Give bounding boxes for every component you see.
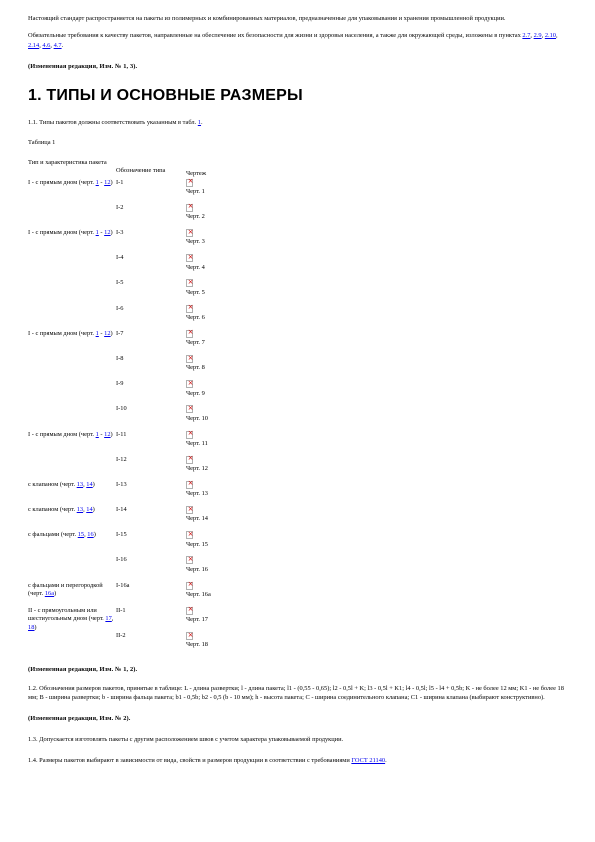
cell-type bbox=[28, 355, 116, 380]
cell-drawing bbox=[186, 380, 306, 405]
table-row bbox=[28, 305, 306, 330]
cell-drawing bbox=[186, 481, 306, 506]
cell-type bbox=[28, 531, 116, 556]
cell-type bbox=[28, 431, 116, 456]
link-clause-4-6[interactable]: 4.6 bbox=[42, 41, 51, 49]
table-row bbox=[28, 506, 306, 531]
drawing-caption: Черт. 18 bbox=[186, 641, 208, 649]
drawing-link[interactable]: 16 bbox=[87, 531, 94, 539]
broken-image-icon[interactable] bbox=[186, 229, 193, 237]
link-gost-21140[interactable]: ГОСТ 21140 bbox=[351, 757, 386, 765]
link-separator: , bbox=[83, 480, 87, 488]
cell-code: I-4 bbox=[116, 254, 124, 262]
drawing-caption: Черт. 16а bbox=[186, 591, 211, 599]
drawing-caption: Черт. 5 bbox=[186, 288, 205, 296]
drawing-caption: Черт. 9 bbox=[186, 389, 205, 397]
link-separator: , bbox=[111, 615, 114, 623]
drawing-link[interactable]: 14 bbox=[86, 506, 93, 514]
clause-1-1 bbox=[28, 118, 568, 127]
cell-drawing bbox=[186, 254, 306, 279]
cell-drawing bbox=[186, 632, 306, 657]
drawing-link[interactable]: 12 bbox=[104, 178, 111, 186]
broken-image-icon[interactable] bbox=[186, 531, 193, 539]
drawing-link[interactable]: 15 bbox=[77, 531, 85, 539]
link-separator: - bbox=[98, 430, 105, 438]
header-code: Обозначение типа bbox=[116, 167, 166, 175]
cell-type bbox=[28, 229, 116, 254]
cell-code: I-11 bbox=[116, 430, 127, 438]
type-text: I - с прямым дном (черт. bbox=[28, 178, 95, 186]
clause-1-2: 1.2. Обозначения размеров пакетов, принятые в таблице: L - длина развертки; l - длина пакета; l1 - (0,55 - 0,65); l2 - 0,5l + K; l3 - 0,5l + K1; l4 - 0,5l; l5 - l4 + 0,5b; K - не более 12 мм; K1 - не более 18 мм; B - ширина развертки; b - ширина фальца пакета; b1 - 0,5b; b2 - 0,5 (b - 10 мм); h - высота пакета; С - ширина соединительного клапана; С1 - ширина клапана (выбирают конструктивно). bbox=[28, 685, 564, 702]
cell-drawing bbox=[186, 405, 306, 430]
cell-type bbox=[28, 305, 116, 330]
drawing-link[interactable]: 13 bbox=[76, 480, 84, 488]
cell-drawing bbox=[186, 179, 306, 204]
link-table-1[interactable]: 1 bbox=[197, 119, 202, 127]
broken-image-icon[interactable] bbox=[186, 279, 193, 287]
header-drawing: Чертеж bbox=[186, 170, 207, 178]
drawing-link[interactable]: 14 bbox=[86, 480, 93, 488]
cell-code: I-9 bbox=[116, 380, 124, 388]
drawing-link[interactable]: 18 bbox=[28, 623, 35, 631]
link-clause-4-7[interactable]: 4.7 bbox=[53, 41, 62, 49]
type-text: с клапаном (черт. bbox=[28, 506, 76, 514]
cell-code: II-1 bbox=[116, 606, 126, 614]
cell-code: I-6 bbox=[116, 304, 124, 312]
drawing-caption: Черт. 3 bbox=[186, 238, 205, 246]
cell-code: I-10 bbox=[116, 405, 127, 413]
broken-image-icon[interactable] bbox=[186, 481, 193, 489]
drawing-caption: Черт. 2 bbox=[186, 213, 205, 221]
type-text: с клапаном (черт. bbox=[28, 480, 76, 488]
cell-code: I-5 bbox=[116, 279, 124, 287]
link-separator: , bbox=[84, 531, 88, 539]
table-row bbox=[28, 582, 306, 607]
cell-drawing bbox=[186, 204, 306, 229]
broken-image-icon[interactable] bbox=[186, 380, 193, 388]
table-row bbox=[28, 405, 306, 430]
cell-drawing bbox=[186, 531, 306, 556]
drawing-caption: Черт. 12 bbox=[186, 465, 208, 473]
type-text: I - с прямым дном (черт. bbox=[28, 229, 95, 236]
link-clause-2-14[interactable]: 2.14 bbox=[28, 41, 40, 49]
broken-image-icon[interactable] bbox=[186, 431, 193, 439]
cell-type bbox=[28, 405, 116, 430]
types-table bbox=[28, 159, 306, 657]
broken-image-icon[interactable] bbox=[186, 355, 193, 363]
broken-image-icon[interactable] bbox=[186, 607, 193, 615]
section-heading: 1. ТИПЫ И ОСНОВНЫЕ РАЗМЕРЫ bbox=[28, 87, 303, 105]
drawing-caption: Черт. 4 bbox=[186, 263, 205, 271]
broken-image-icon[interactable] bbox=[186, 330, 193, 338]
intro-requirements: Обязательные требования к качеству пакетов, направленные на обеспечение их безопасности для жизни и здоровья населения, а также для окружающей среды, изложены в пунктах 2.7, 2.9, 2.10, 2.14, 4.6, 4.7. bbox=[28, 32, 558, 49]
close-paren: ) bbox=[92, 506, 95, 514]
cell-drawing bbox=[186, 456, 306, 481]
cell-type bbox=[28, 632, 116, 657]
drawing-caption: Черт. 8 bbox=[186, 364, 205, 372]
cell-type bbox=[28, 481, 116, 506]
table-row bbox=[28, 279, 306, 304]
cell-type bbox=[28, 254, 116, 279]
table-row bbox=[28, 531, 306, 556]
cell-type bbox=[28, 330, 116, 355]
clause-1-2-amendment-note: (Измененная редакция, Изм. № 2). bbox=[28, 715, 131, 723]
link-clause-2-7[interactable]: 2.7 bbox=[522, 32, 531, 40]
broken-image-icon[interactable] bbox=[186, 254, 193, 262]
broken-image-icon[interactable] bbox=[186, 179, 193, 187]
cell-code: I-1 bbox=[116, 178, 124, 186]
cell-drawing bbox=[186, 355, 306, 380]
drawing-caption: Черт. 15 bbox=[186, 540, 208, 548]
broken-image-icon[interactable] bbox=[186, 582, 193, 590]
intro-amendment-note: (Измененная редакция, Изм. № 1, 3). bbox=[28, 63, 138, 71]
cell-code: I-14 bbox=[116, 506, 127, 514]
type-text: с фальцами (черт. bbox=[28, 531, 77, 539]
cell-code: I-3 bbox=[116, 229, 124, 236]
cell-type bbox=[28, 556, 116, 581]
drawing-link[interactable]: 12 bbox=[104, 430, 111, 438]
table-amendment-note: (Измененная редакция, Изм. № 1, 2). bbox=[28, 666, 138, 674]
cell-code: II-2 bbox=[116, 632, 126, 640]
close-paren: ) bbox=[110, 229, 113, 236]
cell-drawing bbox=[186, 431, 306, 456]
cell-drawing bbox=[186, 330, 306, 355]
clause-1-3: 1.3. Допускается изготовлять пакеты с другим расположением швов с учетом характера упаковываемой продукции. bbox=[28, 736, 344, 744]
close-paren: ) bbox=[54, 590, 57, 598]
drawing-link[interactable]: 12 bbox=[104, 229, 111, 236]
cell-code: I-8 bbox=[116, 354, 124, 362]
table-row bbox=[28, 607, 306, 632]
drawing-caption: Черт. 10 bbox=[186, 414, 208, 422]
type-text: II - с прямоугольным или шестиугольным дном (черт. bbox=[28, 606, 104, 623]
cell-type bbox=[28, 179, 116, 204]
table-row bbox=[28, 254, 306, 279]
close-paren: ) bbox=[110, 329, 113, 337]
cell-code: I-13 bbox=[116, 480, 127, 488]
cell-drawing bbox=[186, 229, 306, 254]
drawing-caption: Черт. 14 bbox=[186, 515, 208, 523]
drawing-link[interactable]: 1 bbox=[95, 178, 99, 186]
close-paren: ) bbox=[110, 430, 113, 438]
table-row bbox=[28, 556, 306, 581]
table-row bbox=[28, 179, 306, 204]
cell-code: I-16 bbox=[116, 556, 127, 564]
clause-1-1-end: . bbox=[201, 119, 203, 127]
type-text: I - с прямым дном (черт. bbox=[28, 329, 95, 337]
cell-code: I-2 bbox=[116, 203, 124, 211]
clause-1-4 bbox=[28, 756, 568, 765]
intro-scope: Настоящий стандарт распространяется на пакеты из полимерных и комбинированных материалов, предназначенные для упаковывания и хранения промышленной продукции. bbox=[28, 15, 506, 22]
drawing-caption: Черт. 6 bbox=[186, 313, 205, 321]
cell-drawing bbox=[186, 582, 306, 607]
table-row bbox=[28, 632, 306, 657]
close-paren: ) bbox=[34, 623, 37, 631]
drawing-link[interactable]: 16а bbox=[44, 590, 55, 598]
link-separator: - bbox=[98, 229, 105, 236]
link-separator: , bbox=[83, 506, 87, 514]
drawing-caption: Черт. 7 bbox=[186, 339, 205, 347]
clause-1-1-text: 1.1. Типы пакетов должны соответствовать указанным в табл. bbox=[28, 119, 197, 127]
cell-code: I-16а bbox=[116, 581, 130, 589]
table-row bbox=[28, 456, 306, 481]
cell-type bbox=[28, 506, 116, 531]
cell-code: I-7 bbox=[116, 329, 124, 337]
clause-1-4-end: . bbox=[385, 757, 387, 765]
drawing-caption: Черт. 1 bbox=[186, 188, 205, 196]
drawing-link[interactable]: 12 bbox=[104, 329, 111, 337]
clause-1-4-text: 1.4. Размеры пакетов выбирают в зависимости от вида, свойств и размеров продукции в соответствии с требованиями bbox=[28, 757, 350, 765]
cell-type bbox=[28, 456, 116, 481]
broken-image-icon[interactable] bbox=[186, 305, 193, 313]
cell-code: I-12 bbox=[116, 455, 127, 463]
cell-type bbox=[28, 279, 116, 304]
table-row bbox=[28, 431, 306, 456]
cell-drawing bbox=[186, 506, 306, 531]
table-header-row bbox=[28, 159, 306, 178]
cell-type bbox=[28, 204, 116, 229]
drawing-link[interactable]: 13 bbox=[76, 506, 84, 514]
cell-drawing bbox=[186, 556, 306, 581]
drawing-link[interactable]: 1 bbox=[95, 430, 99, 438]
drawing-link[interactable]: 1 bbox=[95, 229, 99, 236]
document-page bbox=[28, 14, 568, 765]
link-separator: - bbox=[98, 178, 105, 186]
broken-image-icon[interactable] bbox=[186, 556, 193, 564]
broken-image-icon[interactable] bbox=[186, 204, 193, 212]
broken-image-icon[interactable] bbox=[186, 506, 193, 514]
broken-image-icon[interactable] bbox=[186, 405, 193, 413]
drawing-caption: Черт. 13 bbox=[186, 490, 208, 498]
table-title: Таблица 1 bbox=[28, 139, 56, 147]
table-row bbox=[28, 204, 306, 229]
type-text: с фальцами и перегородкой (черт. bbox=[28, 581, 103, 598]
link-clause-2-9[interactable]: 2.9 bbox=[533, 32, 542, 40]
link-separator: - bbox=[98, 329, 105, 337]
broken-image-icon[interactable] bbox=[186, 632, 193, 640]
cell-type bbox=[28, 380, 116, 405]
broken-image-icon[interactable] bbox=[186, 456, 193, 464]
drawing-link[interactable]: 17 bbox=[105, 615, 112, 623]
requirements-text: Обязательные требования к качеству пакетов, направленные на обеспечение их безопасности для жизни и здоровья населения, а также для окружающей среды, изложены в пунктах bbox=[28, 32, 521, 40]
drawing-caption: Черт. 17 bbox=[186, 616, 208, 624]
link-clause-2-10[interactable]: 2.10 bbox=[544, 32, 556, 40]
drawing-link[interactable]: 1 bbox=[95, 329, 99, 337]
drawing-caption: Черт. 16 bbox=[186, 565, 208, 573]
table-row bbox=[28, 481, 306, 506]
cell-type bbox=[28, 582, 116, 607]
table-row bbox=[28, 330, 306, 355]
drawing-caption: Черт. 11 bbox=[186, 439, 208, 447]
header-type: Тип и характеристика пакета bbox=[28, 159, 107, 167]
type-text: I - с прямым дном (черт. bbox=[28, 430, 95, 438]
table-row bbox=[28, 355, 306, 380]
close-paren: ) bbox=[92, 480, 95, 488]
table-row bbox=[28, 229, 306, 254]
cell-drawing bbox=[186, 279, 306, 304]
cell-drawing bbox=[186, 305, 306, 330]
cell-type bbox=[28, 607, 116, 632]
table-row bbox=[28, 380, 306, 405]
close-paren: ) bbox=[93, 531, 96, 539]
cell-drawing bbox=[186, 607, 306, 632]
close-paren: ) bbox=[110, 178, 113, 186]
cell-code: I-15 bbox=[116, 531, 127, 539]
